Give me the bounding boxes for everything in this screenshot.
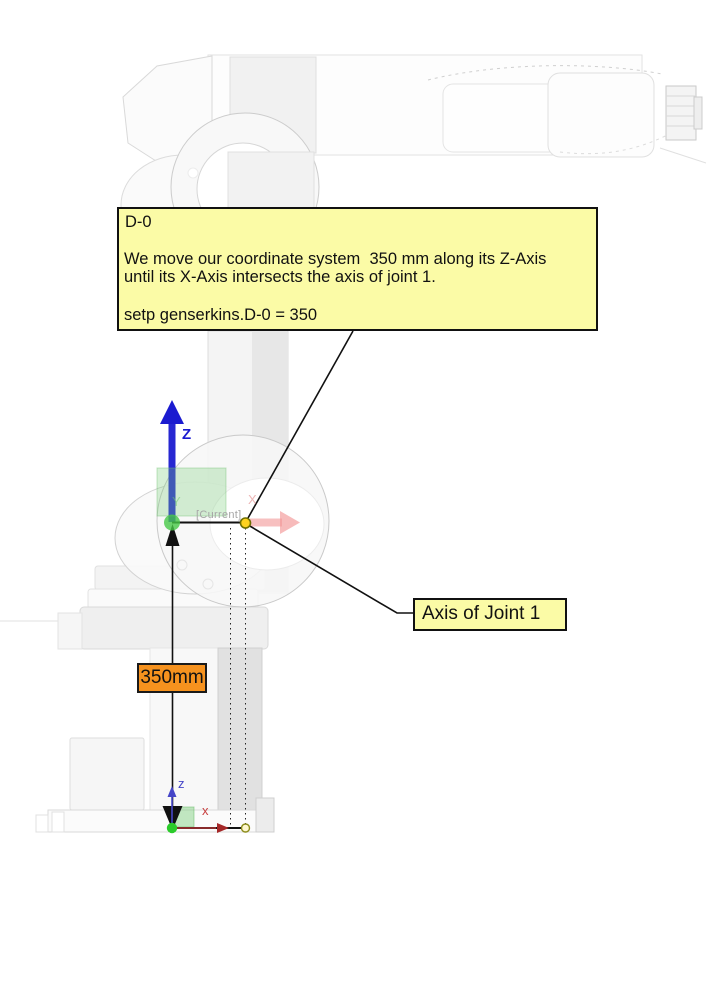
forearm-edge-line [660,148,706,163]
callout-command: setp genserkins.D-0 = 350 [124,306,318,324]
base-flange [80,607,268,649]
d0-callout-box [117,207,598,331]
joint1-axis-marker [241,518,251,528]
ghost-x-shaft [250,519,282,527]
elbow-bolt [188,168,198,178]
upper-arm-top-segment [228,152,314,208]
wrist-flange [666,86,696,140]
base-left-cylinder [70,738,144,810]
z-axis-label: Z [182,426,192,443]
current-frame-label: [Current] [196,509,242,521]
base-x-axis-label: x [202,803,209,818]
base-plate-tab-1 [36,815,48,832]
base-plate-tab-2 [52,812,64,832]
forearm-panel-b [548,73,654,157]
joint1-axis-base-marker [242,824,250,832]
callout-body-line1: We move our coordinate system 350 mm along its Z-Axis [124,250,547,268]
base-right-nub [256,798,274,832]
z-axis-arrowhead [160,400,184,424]
shoulder-bolt-2 [203,579,213,589]
ghost-y-axis-label: Y [172,494,181,509]
dimension-350mm-label: 350mm [137,663,207,693]
base-column-dark [218,648,262,810]
axis-of-joint-label: Axis of Joint 1 [413,598,567,631]
callout-body-line2: until its X-Axis intersects the axis of joint 1. [124,268,436,286]
wrist-flange-cap [694,97,702,129]
shoulder-bolt-1 [177,560,187,570]
base-origin-marker [167,823,177,833]
base-z-axis-label: z [178,776,185,791]
ghost-x-axis-label: X [248,492,257,507]
current-origin-marker [164,515,180,531]
callout-title: D-0 [125,213,152,231]
base-left-step [58,613,82,649]
forearm-panel-a [443,84,559,152]
